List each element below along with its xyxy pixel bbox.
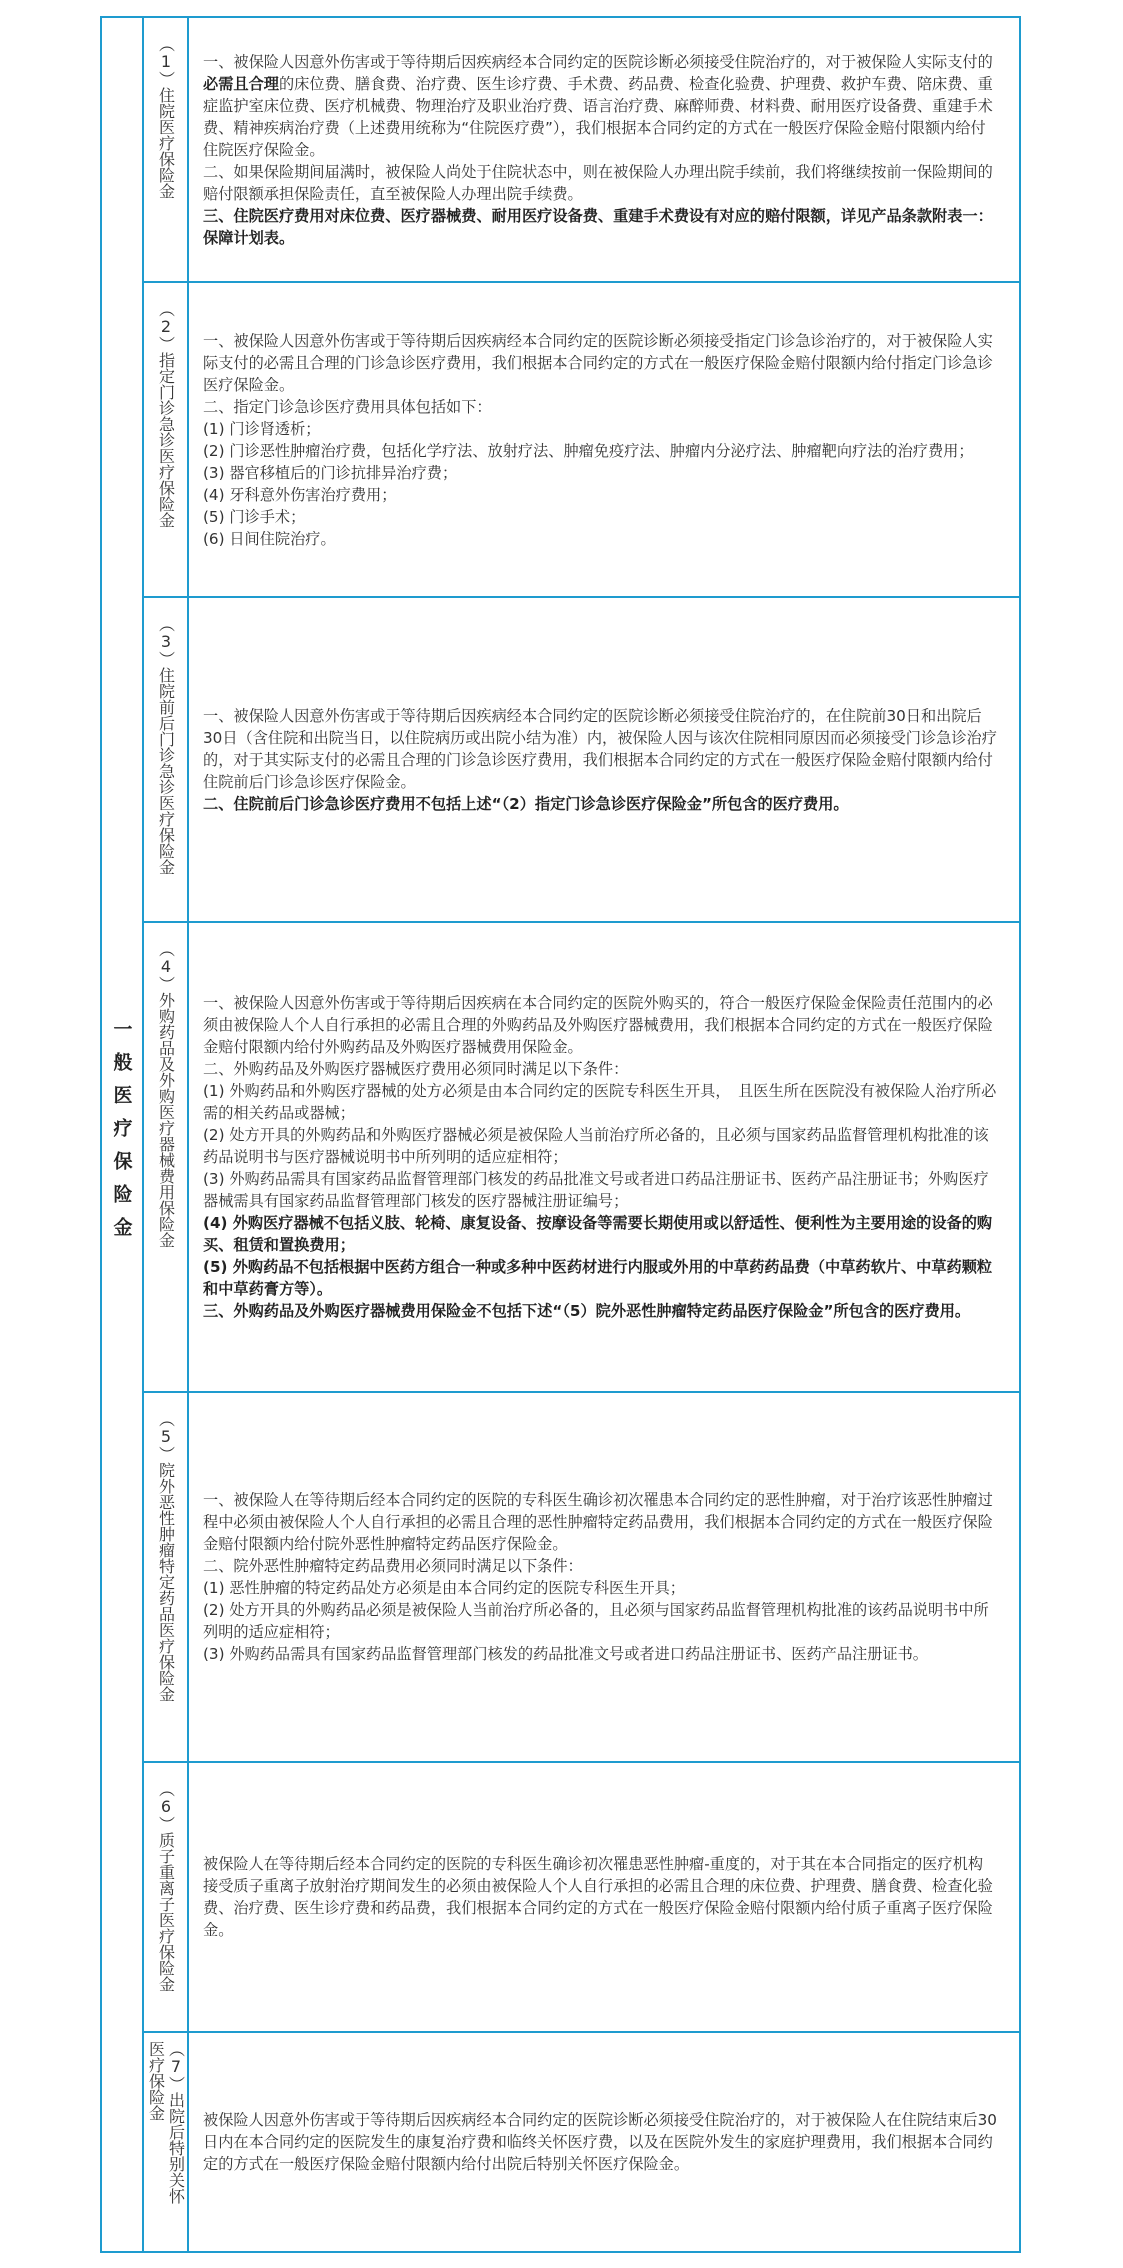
clause-line <box>203 462 997 484</box>
benefit-row-proton-heavy-ion <box>144 1763 1019 2033</box>
bold-text: 二、住院前后门诊急诊医疗费用不包括上述“（2）指定门诊急诊医疗保险金”所包含的医疗费用。 <box>203 794 849 813</box>
row-content <box>189 1393 1019 1761</box>
clause-line <box>203 793 997 815</box>
clause-text: 被保险人在等待期后经本合同约定的医院的专科医生确诊初次罹患恶性肿瘤-重度的，对于其在本合同指定的医疗机构接受质子重离子放射治疗期间发生的必须由被保险人个人自行承担的必需且合理的床位费、护理费、膳食费、检查化验费、治疗费、医生诊疗费和药品费，我们根据本合同约定的方式在一般医疗保险金赔付限额内给付质子重离子医疗保险金。 <box>203 1855 993 1939</box>
clause-line <box>203 1555 997 1577</box>
benefit-rows <box>144 18 1019 2251</box>
bold-text: 三、住院医疗费用对床位费、医疗器械费、耐用医疗设备费、重建手术费设有对应的赔付限额，详见产品条款附表一：保障计划表。 <box>203 206 993 247</box>
row-label-cell <box>144 2033 189 2251</box>
benefit-row-inpatient <box>144 18 1019 283</box>
clause-text: 的床位费、膳食费、治疗费、医生诊疗费、手术费、药品费、检查化验费、护理费、救护车费、陪床费、重症监护室床位费、医疗机械费、物理治疗及职业治疗费、语言治疗费、麻醉师费、材料费、耐用医疗设备费、重建手术费、精神疾病治疗费（上述费用统称为“住院医疗费”），我们根据本合同约定的方式在一般医疗保险金赔付限额内给付住院医疗保险金。 <box>203 74 993 159</box>
clause-line <box>203 418 997 440</box>
row-label-cell <box>144 598 189 921</box>
clause-line <box>203 161 997 205</box>
clause-line <box>203 51 997 161</box>
clause-line <box>203 1168 997 1212</box>
bold-text: (5) 外购药品不包括根据中医药方组合一种或多种中医药材进行内服或外用的中草药药品费（中草药软片、中草药颗粒和中草药膏方等）。 <box>203 1258 993 1298</box>
benefit-row-post-discharge-care <box>144 2033 1019 2251</box>
clause-line <box>203 330 997 396</box>
clause-text: 一、被保险人因意外伤害或于等待期后因疾病经本合同约定的医院诊断必须接受住院治疗的，在住院前30日和出院后30日（含住院和出院当日，以住院病历或出院小结为准）内，被保险人因与该次住院相同原因而必须接受门诊急诊治疗的，对于其实际支付的必需且合理的门诊急诊医疗费用，我们根据本合同约定的方式在一般医疗保险金赔付限额内给付住院前后门诊急诊医疗保险金。 <box>203 706 997 791</box>
clause-text: (6) 日间住院治疗。 <box>203 529 336 548</box>
clause-text: (5) 门诊手术； <box>203 507 306 526</box>
clause-line <box>203 1643 997 1665</box>
row-label-cell <box>144 923 189 1391</box>
row-label-continued: 医疗保险金 <box>146 2041 166 2121</box>
clause-line <box>203 528 997 550</box>
clause-line <box>203 205 997 249</box>
row-label: （7）出院后特别关怀 <box>166 2041 186 2204</box>
clause-text: (1) 恶性肿瘤的特定药品处方必须是由本合同约定的医院专科医生开具； <box>203 1579 685 1597</box>
clause-line <box>203 506 997 528</box>
benefit-row-cancer-drugs <box>144 1393 1019 1763</box>
clause-text: 二、指定门诊急诊医疗费用具体包括如下： <box>203 397 492 416</box>
clause-text: (1) 门诊肾透析； <box>203 419 321 438</box>
clause-line <box>203 1058 997 1080</box>
row-label: （3）住院前后门诊急诊医疗保险金 <box>156 616 176 875</box>
benefit-table <box>100 16 1021 2253</box>
clause-text: 一、被保险人因意外伤害或于等待期后因疾病在本合同约定的医院外购买的，符合一般医疗保险金保险责任范围内的必须由被保险人个人自行承担的必需且合理的外购药品及外购医疗器械费用，我们根据本合同约定的方式在一般医疗保险金赔付限额内给付外购药品及外购医疗器械费用保险金。 <box>203 994 993 1056</box>
clause-line <box>203 484 997 506</box>
clause-text: (3) 外购药品需具有国家药品监督管理部门核发的药品批准文号或者进口药品注册证书、医药产品注册证书；外购医疗器械需具有国家药品监督管理部门核发的医疗器械注册证编号； <box>203 1170 989 1210</box>
row-label: （2）指定门诊急诊医疗保险金 <box>156 301 176 528</box>
section-title: 一般医疗保险金 <box>110 1019 133 1250</box>
clause-line <box>203 396 997 418</box>
section-title-cell <box>102 18 144 2251</box>
benefit-row-designated-outpatient <box>144 283 1019 598</box>
row-label-cell <box>144 1763 189 2031</box>
benefit-row-external-drugs-devices <box>144 923 1019 1393</box>
clause-line <box>203 705 997 793</box>
row-label-cell <box>144 18 189 281</box>
bold-text: (4) 外购医疗器械不包括义肢、轮椅、康复设备、按摩设备等需要长期使用或以舒适性、便利性为主要用途的设备的购买、租赁和置换费用； <box>203 1214 993 1254</box>
clause-text: (3) 器官移植后的门诊抗排异治疗费； <box>203 463 458 482</box>
row-label-cell <box>144 1393 189 1761</box>
bold-text: 三、外购药品及外购医疗器械费用保险金不包括下述“（5）院外恶性肿瘤特定药品医疗保险金”所包含的医疗费用。 <box>203 1302 971 1320</box>
clause-line <box>203 1212 997 1256</box>
clause-text: (1) 外购药品和外购医疗器械的处方必须是由本合同约定的医院专科医生开具， 且医生所在医院没有被保险人治疗所必需的相关药品或器械； <box>203 1082 997 1122</box>
row-content <box>189 18 1019 281</box>
benefit-row-pre-post-hospital <box>144 598 1019 923</box>
row-content <box>189 1763 1019 2031</box>
clause-text: (2) 处方开具的外购药品和外购医疗器械必须是被保险人当前治疗所必备的，且必须与国家药品监督管理机构批准的该药品说明书与医疗器械说明书中所列明的适应症相符； <box>203 1126 989 1166</box>
clause-text: 被保险人因意外伤害或于等待期后因疾病经本合同约定的医院诊断必须接受住院治疗的，对于被保险人在住院结束后30日内在本合同约定的医院发生的康复治疗费和临终关怀医疗费，以及在医院外发生的家庭护理费用，我们根据本合同约定的方式在一般医疗保险金赔付限额内给付出院后特别关怀医疗保险金。 <box>203 2111 997 2173</box>
row-label: （1）住院医疗保险金 <box>156 36 176 199</box>
clause-text: (2) 处方开具的外购药品必须是被保险人当前治疗所必备的，且必须与国家药品监督管理机构批准的该药品说明书中所列明的适应症相符； <box>203 1601 989 1641</box>
clause-text: 二、如果保险期间届满时，被保险人尚处于住院状态中，则在被保险人办理出院手续前，我们将继续按前一保险期间的赔付限额承担保险责任，直至被保险人办理出院手续费。 <box>203 162 993 203</box>
clause-line <box>203 1300 997 1322</box>
row-label: （5）院外恶性肿瘤特定药品医疗保险金 <box>156 1411 176 1702</box>
clause-line <box>203 1256 997 1300</box>
clause-line <box>203 440 997 462</box>
clause-text: (4) 牙科意外伤害治疗费用； <box>203 485 397 504</box>
clause-text: 一、被保险人因意外伤害或于等待期后因疾病经本合同约定的医院诊断必须接受住院治疗的，对于被保险人实际支付的 <box>203 52 993 71</box>
clause-text: 一、被保险人因意外伤害或于等待期后因疾病经本合同约定的医院诊断必须接受指定门诊急诊治疗的，对于被保险人实际支付的必需且合理的门诊急诊医疗费用，我们根据本合同约定的方式在一般医疗保险金赔付限额内给付指定门诊急诊医疗保险金。 <box>203 331 993 394</box>
clause-line <box>203 1853 997 1941</box>
clause-line <box>203 1599 997 1643</box>
clause-line <box>203 992 997 1058</box>
clause-text: (2) 门诊恶性肿瘤治疗费，包括化学疗法、放射疗法、肿瘤免疫疗法、肿瘤内分泌疗法、肿瘤靶向疗法的治疗费用； <box>203 441 974 460</box>
clause-line <box>203 1124 997 1168</box>
clause-line <box>203 1577 997 1599</box>
row-label-cell <box>144 283 189 596</box>
clause-text: (3) 外购药品需具有国家药品监督管理部门核发的药品批准文号或者进口药品注册证书、医药产品注册证书。 <box>203 1645 928 1663</box>
clause-text: 二、院外恶性肿瘤特定药品费用必须同时满足以下条件： <box>203 1557 583 1575</box>
row-content <box>189 2033 1019 2251</box>
row-label: （4）外购药品及外购医疗器械费用保险金 <box>156 941 176 1248</box>
row-content <box>189 283 1019 596</box>
row-content <box>189 598 1019 921</box>
clause-text: 一、被保险人在等待期后经本合同约定的医院的专科医生确诊初次罹患本合同约定的恶性肿瘤，对于治疗该恶性肿瘤过程中必须由被保险人个人自行承担的必需且合理的恶性肿瘤特定药品费用，我们根据本合同约定的方式在一般医疗保险金赔付限额内给付院外恶性肿瘤特定药品医疗保险金。 <box>203 1491 993 1553</box>
bold-text: 必需且合理 <box>203 74 279 93</box>
clause-line <box>203 1080 997 1124</box>
row-label: （6）质子重离子医疗保险金 <box>156 1781 176 1992</box>
clause-text: 二、外购药品及外购医疗器械医疗费用必须同时满足以下条件： <box>203 1060 629 1078</box>
clause-line <box>203 1489 997 1555</box>
row-content <box>189 923 1019 1391</box>
clause-line <box>203 2109 997 2175</box>
